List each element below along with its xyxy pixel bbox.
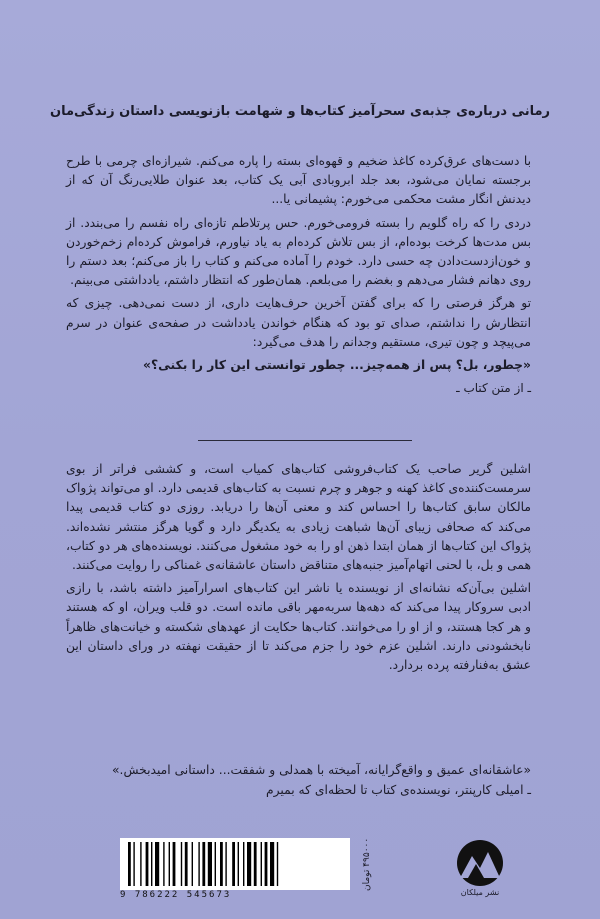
endorsement-quote: «عاشقانه‌ای عمیق و واقع‌گرایانه، آمیخته با همدلی و شفقت... داستانی امیدبخش.»	[112, 763, 531, 777]
publisher-name: نشر میلکان	[460, 888, 500, 897]
excerpt-paragraph: تو هرگز فرصتی را که برای گفتن آخرین حرف‌هایت داری، از دست نمی‌دهی. چیزی که انتظارش را نداشتم، صدای تو بود که هنگام خواندن یادداشت در صفحه‌ی عنوان در سرم می‌پیچد و چون تیری، مستقیم وجدانم را هدف می‌گیرد:	[66, 296, 531, 349]
endorsement	[66, 760, 531, 800]
excerpt-paragraph: با دست‌های عرق‌کرده کاغذ ضخیم و قهوه‌ای بسته را پاره می‌کنم. شیرازه‌ای چرمی با طرح برجسته نمایان می‌شود، بعد جلد ابروبادی آبی یک کتاب، بعد عنوان طلایی‌رنگ آن که از دیدنش انگار مشت محکمی می‌خورم: پشیمانی یا...	[66, 154, 531, 207]
tagline: رمانی درباره‌ی جذبه‌ی سحرآمیز کتاب‌ها و شهامت بازنویسی داستان زندگی‌مان	[49, 104, 551, 119]
section-divider	[198, 440, 412, 441]
book-excerpt	[66, 152, 531, 402]
barcode-number: 9 786222 545673	[120, 890, 232, 900]
publisher-logo	[450, 838, 510, 900]
endorsement-author: ـ امیلی کارپنتر، نویسنده‌ی کتاب تا لحظه‌ای که بمیرم	[266, 783, 531, 797]
barcode-block	[120, 838, 470, 900]
excerpt-credit: ـ از متن کتاب ـ	[456, 381, 531, 396]
barcode-icon	[120, 838, 350, 890]
synopsis-paragraph: اشلین گریر صاحب یک کتاب‌فروشی کتاب‌های کمیاب است، و کششی فراتر از بوی سرمست‌کننده‌ی کاغذ کهنه و جوهر و چرم نسبت به کتاب‌های قدیمی دارد. او می‌تواند پژواک مالکان سابق کتاب‌ها را احساس کند و معنی آن‌ها را دریابد. روزی دو کتاب قدیمی پیدا می‌کند که صحافی زیبای آن‌ها شباهت زیادی به یکدیگر دارد و گویا هرگز منتشر نشده‌اند. پژواک این کتاب‌ها از همان ابتدا ذهن او را به خود مشغول می‌کنند. نویسنده‌های هر دو کتاب، همی و بل، با لحنی اتهام‌آمیز جنبه‌های متناقض داستان عاشقانه‌ی غمناکی را روایت می‌کنند.	[66, 462, 531, 573]
excerpt-quote: «چطور، بل؟ پس از همه‌چیز... چطور توانستی این کار را بکنی؟»	[143, 358, 531, 373]
synopsis-paragraph: اشلین بی‌آن‌که نشانه‌ای از نویسنده یا ناشر این کتاب‌های اسرارآمیز داشته باشد، با رازی ادبی سروکار پیدا می‌کند که دهه‌ها سربه‌مهر باقی مانده است. دو قلب ویران، او که هستند و هر کجا هستند، و از او را می‌خوانند. کتاب‌ها حکایت از عهدهای شکسته و خیانت‌های ظاهراً نابخشودنی دارند. اشلین عزم خود را جزم می‌کند تا از حقیقت نهفته در ورای داستان این عشق به‌فنارفته پرده بردارد.	[66, 581, 531, 673]
excerpt-paragraph: دردی را که راه گلویم را بسته فرومی‌خورم. حس پرتلاطم تازه‌ای راه نفسم را می‌بندد. از بس مدت‌ها کرخت بوده‌ام، از بس تلاش کرده‌ام به یاد نیاورم، فراموش کرده‌ام زخم‌خوردن و خون‌ازدست‌دادن چه حسی دارد. خودم را آماده می‌کنم و کتاب را باز می‌کنم؛ بعد دستم را روی دهانم فشار می‌دهم و بغضم را می‌بلعم. همان‌طور که انتظار داشتم، یادداشتی می‌بینم.	[66, 215, 531, 288]
price-label: ۴۹۵۰۰۰ تومان	[362, 838, 372, 892]
book-synopsis	[66, 460, 531, 679]
mountain-logo-icon	[450, 838, 510, 888]
